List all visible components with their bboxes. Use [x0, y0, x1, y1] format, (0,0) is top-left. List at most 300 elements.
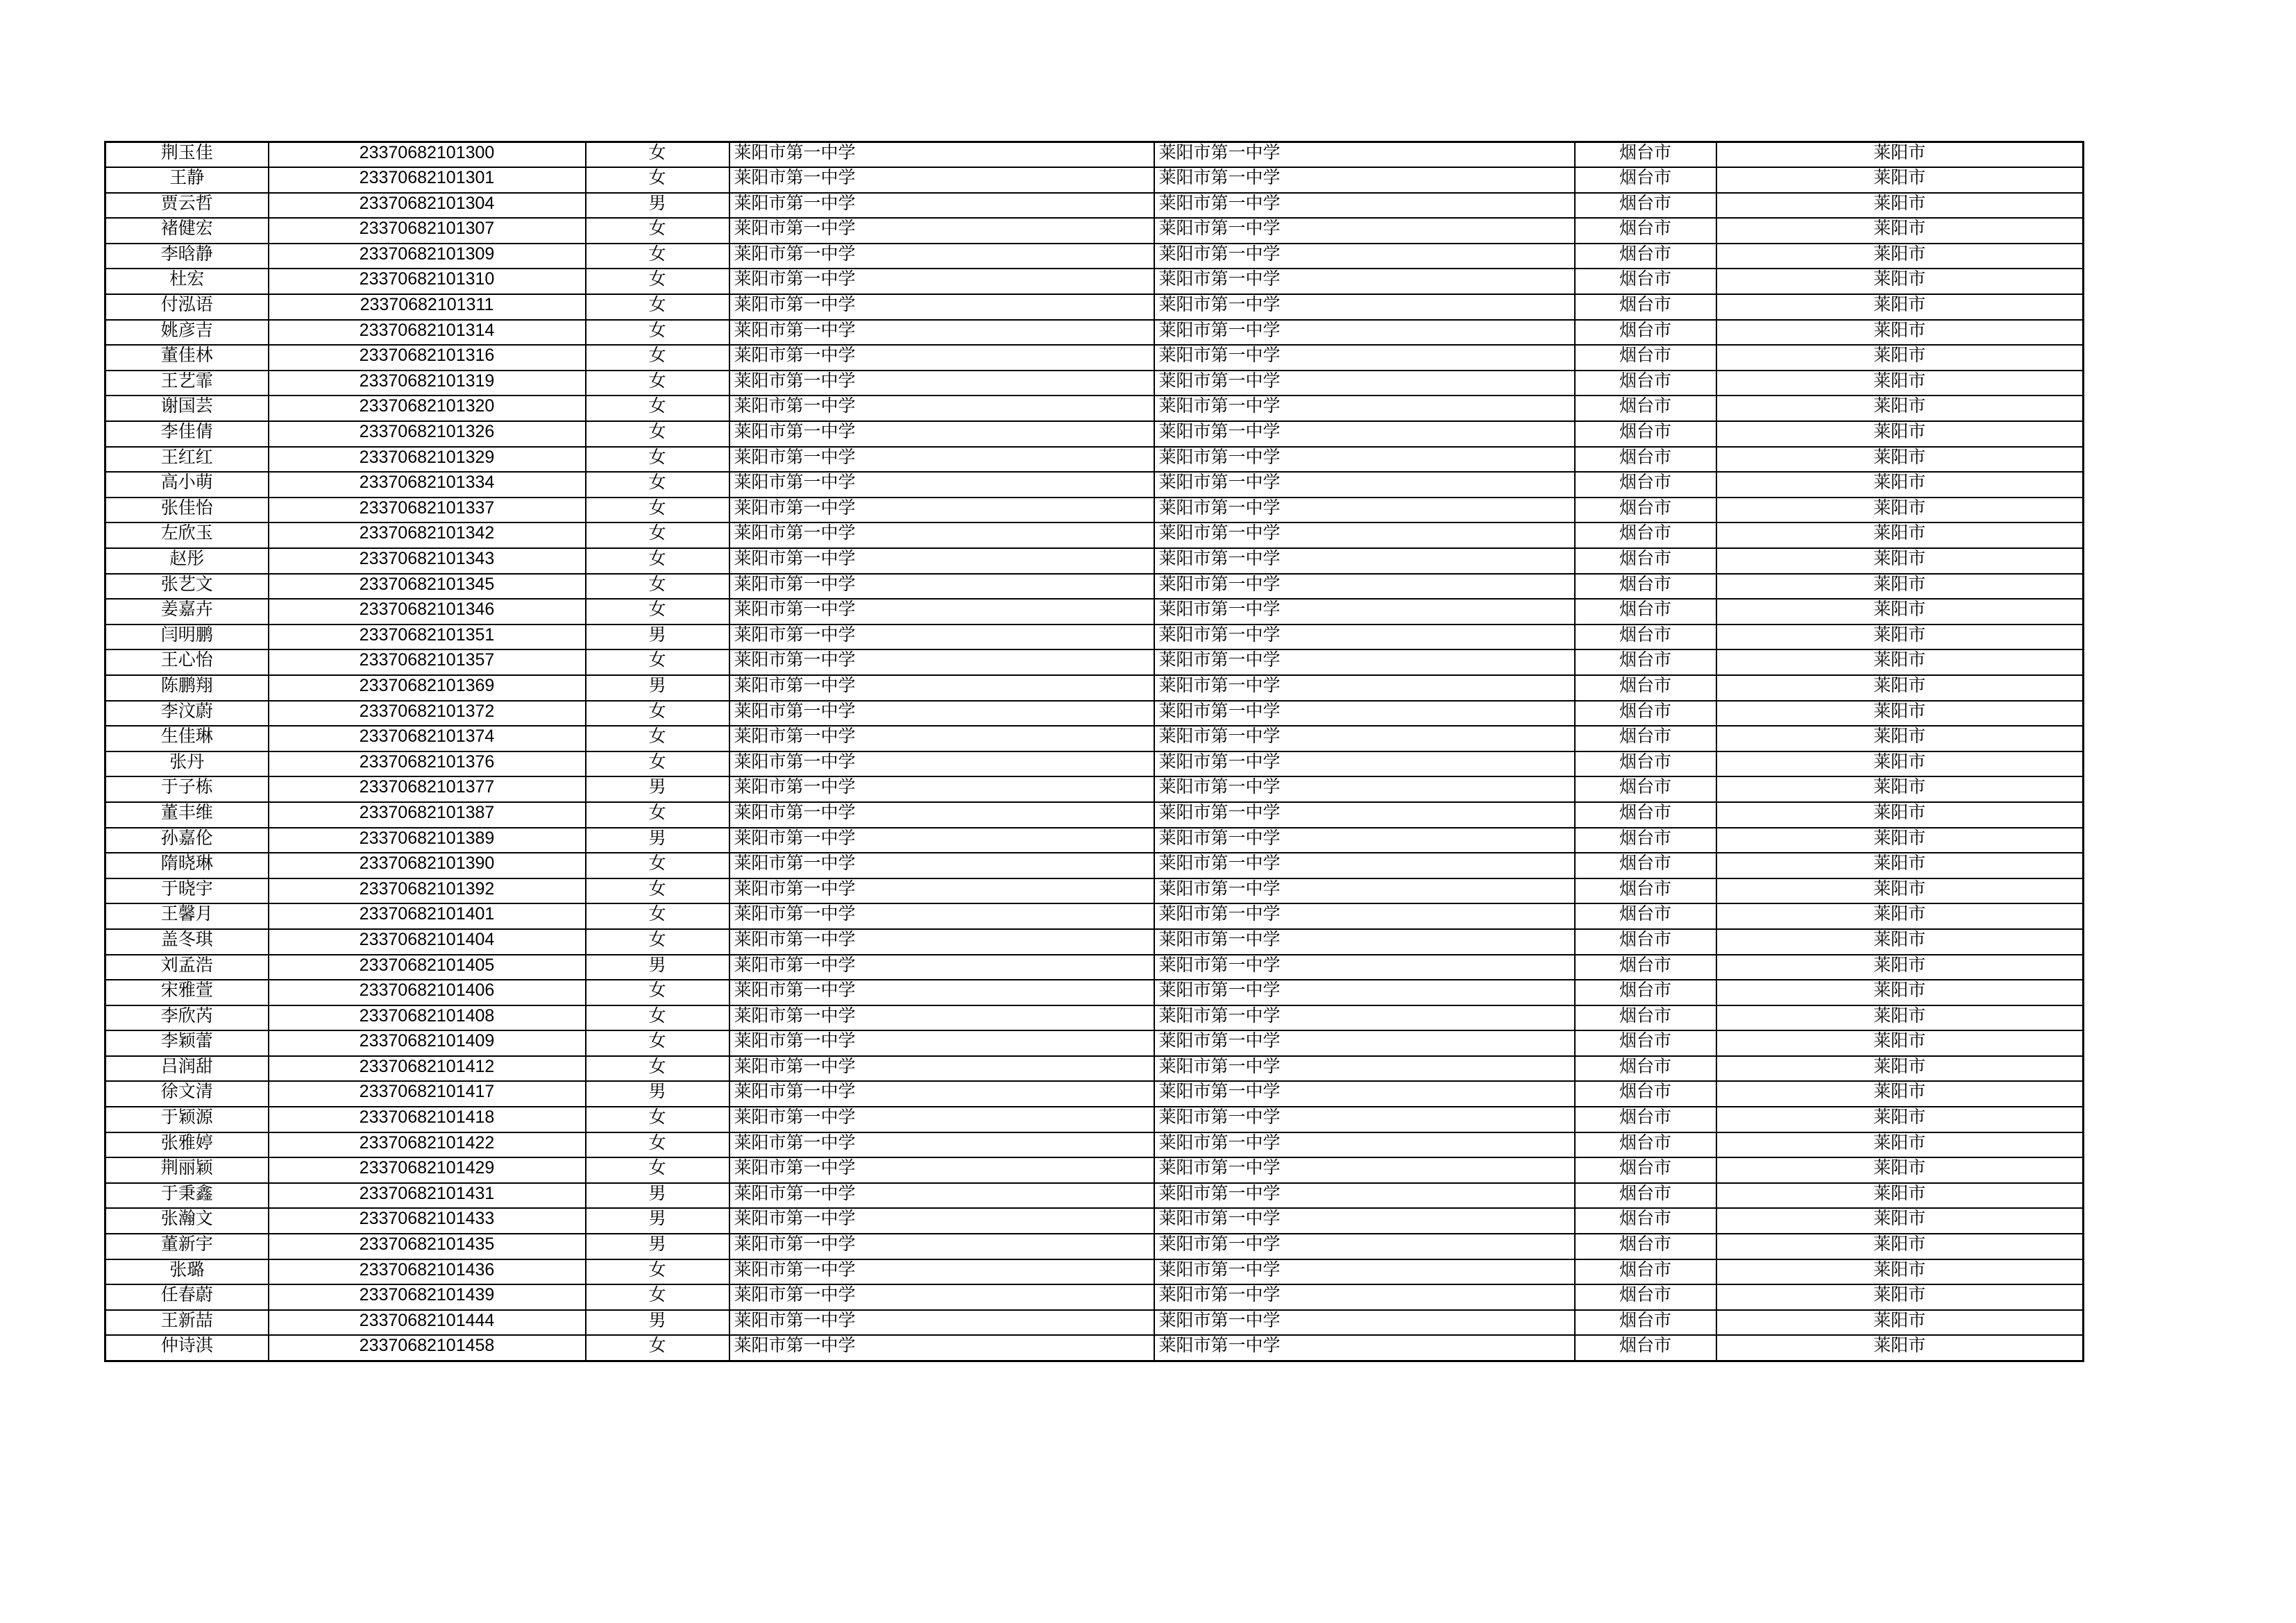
city-cell: 烟台市	[1575, 701, 1716, 726]
table-row	[105, 1234, 2084, 1259]
gender-cell: 男	[586, 1234, 729, 1259]
exam-id-cell: 23370682101387	[269, 802, 586, 828]
student-name-cell: 姚彦吉	[105, 320, 269, 346]
registered-school-cell: 莱阳市第一中学	[1154, 421, 1575, 447]
school-cell: 莱阳市第一中学	[729, 269, 1154, 294]
exam-id-cell: 23370682101418	[269, 1107, 586, 1132]
county-cell: 莱阳市	[1716, 1183, 2084, 1209]
registered-school-cell: 莱阳市第一中学	[1154, 447, 1575, 473]
exam-id-cell: 23370682101343	[269, 548, 586, 574]
county-cell: 莱阳市	[1716, 624, 2084, 650]
county-cell: 莱阳市	[1716, 776, 2084, 802]
city-cell: 烟台市	[1575, 776, 1716, 802]
gender-cell: 女	[586, 649, 729, 675]
city-cell: 烟台市	[1575, 1183, 1716, 1209]
gender-cell: 女	[586, 1005, 729, 1031]
gender-cell: 男	[586, 776, 729, 802]
gender-cell: 女	[586, 269, 729, 294]
student-name-cell: 于子栋	[105, 776, 269, 802]
student-name-cell: 李欣芮	[105, 1005, 269, 1031]
student-name-cell: 孙嘉伦	[105, 828, 269, 853]
city-cell: 烟台市	[1575, 142, 1716, 168]
exam-id-cell: 23370682101433	[269, 1208, 586, 1234]
exam-id-cell: 23370682101389	[269, 828, 586, 853]
school-cell: 莱阳市第一中学	[729, 802, 1154, 828]
exam-id-cell: 23370682101346	[269, 599, 586, 624]
gender-cell: 女	[586, 396, 729, 421]
city-cell: 烟台市	[1575, 396, 1716, 421]
registered-school-cell: 莱阳市第一中学	[1154, 701, 1575, 726]
city-cell: 烟台市	[1575, 421, 1716, 447]
table-row	[105, 701, 2084, 726]
county-cell: 莱阳市	[1716, 193, 2084, 219]
school-cell: 莱阳市第一中学	[729, 396, 1154, 421]
school-cell: 莱阳市第一中学	[729, 776, 1154, 802]
gender-cell: 女	[586, 1056, 729, 1082]
school-cell: 莱阳市第一中学	[729, 320, 1154, 346]
county-cell: 莱阳市	[1716, 218, 2084, 244]
gender-cell: 女	[586, 929, 729, 955]
registered-school-cell: 莱阳市第一中学	[1154, 193, 1575, 219]
county-cell: 莱阳市	[1716, 522, 2084, 548]
table-row	[105, 1056, 2084, 1082]
gender-cell: 女	[586, 548, 729, 574]
exam-id-cell: 23370682101326	[269, 421, 586, 447]
table-row	[105, 776, 2084, 802]
exam-id-cell: 23370682101374	[269, 726, 586, 751]
gender-cell: 女	[586, 980, 729, 1005]
school-cell: 莱阳市第一中学	[729, 955, 1154, 980]
school-cell: 莱阳市第一中学	[729, 701, 1154, 726]
table-row	[105, 929, 2084, 955]
exam-id-cell: 23370682101458	[269, 1335, 586, 1361]
school-cell: 莱阳市第一中学	[729, 1056, 1154, 1082]
table-row	[105, 980, 2084, 1005]
county-cell: 莱阳市	[1716, 1132, 2084, 1158]
exam-id-cell: 23370682101334	[269, 472, 586, 498]
school-cell: 莱阳市第一中学	[729, 1234, 1154, 1259]
table-row	[105, 1132, 2084, 1158]
county-cell: 莱阳市	[1716, 599, 2084, 624]
county-cell: 莱阳市	[1716, 675, 2084, 701]
city-cell: 烟台市	[1575, 1081, 1716, 1107]
city-cell: 烟台市	[1575, 574, 1716, 600]
student-name-cell: 董丰维	[105, 802, 269, 828]
registered-school-cell: 莱阳市第一中学	[1154, 1081, 1575, 1107]
school-cell: 莱阳市第一中学	[729, 980, 1154, 1005]
registered-school-cell: 莱阳市第一中学	[1154, 574, 1575, 600]
school-cell: 莱阳市第一中学	[729, 1132, 1154, 1158]
gender-cell: 女	[586, 751, 729, 777]
school-cell: 莱阳市第一中学	[729, 244, 1154, 269]
table-row	[105, 1005, 2084, 1031]
gender-cell: 女	[586, 345, 729, 371]
school-cell: 莱阳市第一中学	[729, 649, 1154, 675]
school-cell: 莱阳市第一中学	[729, 1208, 1154, 1234]
county-cell: 莱阳市	[1716, 269, 2084, 294]
exam-id-cell: 23370682101422	[269, 1132, 586, 1158]
table-row	[105, 726, 2084, 751]
gender-cell: 女	[586, 1259, 729, 1285]
table-row	[105, 955, 2084, 980]
student-name-cell: 隋晓琳	[105, 853, 269, 878]
table-row	[105, 193, 2084, 219]
exam-id-cell: 23370682101329	[269, 447, 586, 473]
city-cell: 烟台市	[1575, 1259, 1716, 1285]
exam-id-cell: 23370682101301	[269, 167, 586, 193]
registered-school-cell: 莱阳市第一中学	[1154, 269, 1575, 294]
school-cell: 莱阳市第一中学	[729, 1005, 1154, 1031]
city-cell: 烟台市	[1575, 955, 1716, 980]
student-name-cell: 宋雅萱	[105, 980, 269, 1005]
gender-cell: 女	[586, 903, 729, 929]
exam-id-cell: 23370682101320	[269, 396, 586, 421]
county-cell: 莱阳市	[1716, 447, 2084, 473]
table-row	[105, 447, 2084, 473]
county-cell: 莱阳市	[1716, 472, 2084, 498]
school-cell: 莱阳市第一中学	[729, 878, 1154, 904]
exam-id-cell: 23370682101314	[269, 320, 586, 346]
exam-id-cell: 23370682101369	[269, 675, 586, 701]
city-cell: 烟台市	[1575, 980, 1716, 1005]
student-name-cell: 张丹	[105, 751, 269, 777]
city-cell: 烟台市	[1575, 1234, 1716, 1259]
gender-cell: 女	[586, 294, 729, 320]
county-cell: 莱阳市	[1716, 1259, 2084, 1285]
city-cell: 烟台市	[1575, 1005, 1716, 1031]
exam-id-cell: 23370682101435	[269, 1234, 586, 1259]
gender-cell: 男	[586, 955, 729, 980]
registered-school-cell: 莱阳市第一中学	[1154, 1234, 1575, 1259]
student-name-cell: 王艺霏	[105, 371, 269, 396]
city-cell: 烟台市	[1575, 929, 1716, 955]
county-cell: 莱阳市	[1716, 548, 2084, 574]
county-cell: 莱阳市	[1716, 955, 2084, 980]
exam-id-cell: 23370682101409	[269, 1030, 586, 1056]
gender-cell: 女	[586, 498, 729, 523]
table-row	[105, 498, 2084, 523]
gender-cell: 女	[586, 802, 729, 828]
registered-school-cell: 莱阳市第一中学	[1154, 1157, 1575, 1183]
registered-school-cell: 莱阳市第一中学	[1154, 853, 1575, 878]
county-cell: 莱阳市	[1716, 980, 2084, 1005]
exam-id-cell: 23370682101300	[269, 142, 586, 168]
city-cell: 烟台市	[1575, 498, 1716, 523]
registered-school-cell: 莱阳市第一中学	[1154, 929, 1575, 955]
gender-cell: 男	[586, 193, 729, 219]
student-name-cell: 李颖蕾	[105, 1030, 269, 1056]
student-name-cell: 张雅婷	[105, 1132, 269, 1158]
exam-id-cell: 23370682101405	[269, 955, 586, 980]
county-cell: 莱阳市	[1716, 1157, 2084, 1183]
city-cell: 烟台市	[1575, 1284, 1716, 1310]
table-row	[105, 522, 2084, 548]
exam-id-cell: 23370682101377	[269, 776, 586, 802]
exam-id-cell: 23370682101401	[269, 903, 586, 929]
city-cell: 烟台市	[1575, 802, 1716, 828]
gender-cell: 男	[586, 1183, 729, 1209]
student-name-cell: 付泓语	[105, 294, 269, 320]
student-name-cell: 姜嘉卉	[105, 599, 269, 624]
table-row	[105, 1310, 2084, 1336]
school-cell: 莱阳市第一中学	[729, 903, 1154, 929]
registered-school-cell: 莱阳市第一中学	[1154, 1107, 1575, 1132]
registered-school-cell: 莱阳市第一中学	[1154, 980, 1575, 1005]
registered-school-cell: 莱阳市第一中学	[1154, 1005, 1575, 1031]
exam-id-cell: 23370682101337	[269, 498, 586, 523]
city-cell: 烟台市	[1575, 649, 1716, 675]
gender-cell: 女	[586, 1335, 729, 1361]
county-cell: 莱阳市	[1716, 1005, 2084, 1031]
student-name-cell: 高小萌	[105, 472, 269, 498]
school-cell: 莱阳市第一中学	[729, 142, 1154, 168]
county-cell: 莱阳市	[1716, 726, 2084, 751]
student-name-cell: 于颖源	[105, 1107, 269, 1132]
city-cell: 烟台市	[1575, 1208, 1716, 1234]
registered-school-cell: 莱阳市第一中学	[1154, 624, 1575, 650]
student-name-cell: 于晓宇	[105, 878, 269, 904]
city-cell: 烟台市	[1575, 828, 1716, 853]
table-row	[105, 167, 2084, 193]
table-row	[105, 828, 2084, 853]
city-cell: 烟台市	[1575, 1056, 1716, 1082]
registered-school-cell: 莱阳市第一中学	[1154, 1183, 1575, 1209]
student-name-cell: 李汶蔚	[105, 701, 269, 726]
registered-school-cell: 莱阳市第一中学	[1154, 218, 1575, 244]
city-cell: 烟台市	[1575, 193, 1716, 219]
exam-id-cell: 23370682101311	[269, 294, 586, 320]
school-cell: 莱阳市第一中学	[729, 167, 1154, 193]
table-row	[105, 1284, 2084, 1310]
gender-cell: 女	[586, 1157, 729, 1183]
county-cell: 莱阳市	[1716, 371, 2084, 396]
county-cell: 莱阳市	[1716, 1081, 2084, 1107]
county-cell: 莱阳市	[1716, 345, 2084, 371]
registered-school-cell: 莱阳市第一中学	[1154, 522, 1575, 548]
student-name-cell: 王馨月	[105, 903, 269, 929]
exam-id-cell: 23370682101417	[269, 1081, 586, 1107]
registered-school-cell: 莱阳市第一中学	[1154, 1132, 1575, 1158]
school-cell: 莱阳市第一中学	[729, 1310, 1154, 1336]
county-cell: 莱阳市	[1716, 1335, 2084, 1361]
table-row	[105, 142, 2084, 168]
registered-school-cell: 莱阳市第一中学	[1154, 776, 1575, 802]
student-name-cell: 董佳林	[105, 345, 269, 371]
exam-id-cell: 23370682101390	[269, 853, 586, 878]
county-cell: 莱阳市	[1716, 929, 2084, 955]
city-cell: 烟台市	[1575, 903, 1716, 929]
school-cell: 莱阳市第一中学	[729, 1284, 1154, 1310]
student-name-cell: 刘孟浩	[105, 955, 269, 980]
city-cell: 烟台市	[1575, 878, 1716, 904]
school-cell: 莱阳市第一中学	[729, 574, 1154, 600]
table-row	[105, 624, 2084, 650]
gender-cell: 男	[586, 624, 729, 650]
registered-school-cell: 莱阳市第一中学	[1154, 548, 1575, 574]
table-row	[105, 548, 2084, 574]
gender-cell: 男	[586, 1081, 729, 1107]
student-name-cell: 闫明鹏	[105, 624, 269, 650]
table-row	[105, 1259, 2084, 1285]
exam-id-cell: 23370682101439	[269, 1284, 586, 1310]
school-cell: 莱阳市第一中学	[729, 675, 1154, 701]
table-row	[105, 853, 2084, 878]
school-cell: 莱阳市第一中学	[729, 522, 1154, 548]
roster-body	[105, 142, 2084, 1361]
gender-cell: 女	[586, 726, 729, 751]
student-name-cell: 生佳琳	[105, 726, 269, 751]
table-row	[105, 675, 2084, 701]
table-row	[105, 751, 2084, 777]
registered-school-cell: 莱阳市第一中学	[1154, 320, 1575, 346]
student-name-cell: 李佳倩	[105, 421, 269, 447]
city-cell: 烟台市	[1575, 218, 1716, 244]
table-row	[105, 472, 2084, 498]
exam-id-cell: 23370682101342	[269, 522, 586, 548]
table-row	[105, 269, 2084, 294]
table-row	[105, 294, 2084, 320]
exam-id-cell: 23370682101304	[269, 193, 586, 219]
table-row	[105, 421, 2084, 447]
registered-school-cell: 莱阳市第一中学	[1154, 649, 1575, 675]
table-row	[105, 1208, 2084, 1234]
city-cell: 烟台市	[1575, 1335, 1716, 1361]
registered-school-cell: 莱阳市第一中学	[1154, 498, 1575, 523]
gender-cell: 女	[586, 701, 729, 726]
exam-id-cell: 23370682101376	[269, 751, 586, 777]
county-cell: 莱阳市	[1716, 1056, 2084, 1082]
gender-cell: 女	[586, 1132, 729, 1158]
table-row	[105, 1157, 2084, 1183]
registered-school-cell: 莱阳市第一中学	[1154, 1259, 1575, 1285]
student-name-cell: 荆玉佳	[105, 142, 269, 168]
exam-id-cell: 23370682101431	[269, 1183, 586, 1209]
registered-school-cell: 莱阳市第一中学	[1154, 955, 1575, 980]
exam-id-cell: 23370682101309	[269, 244, 586, 269]
exam-id-cell: 23370682101429	[269, 1157, 586, 1183]
exam-id-cell: 23370682101436	[269, 1259, 586, 1285]
city-cell: 烟台市	[1575, 167, 1716, 193]
city-cell: 烟台市	[1575, 599, 1716, 624]
gender-cell: 女	[586, 421, 729, 447]
exam-id-cell: 23370682101351	[269, 624, 586, 650]
table-row	[105, 599, 2084, 624]
table-row	[105, 244, 2084, 269]
county-cell: 莱阳市	[1716, 396, 2084, 421]
school-cell: 莱阳市第一中学	[729, 1157, 1154, 1183]
gender-cell: 女	[586, 371, 729, 396]
city-cell: 烟台市	[1575, 1157, 1716, 1183]
city-cell: 烟台市	[1575, 522, 1716, 548]
city-cell: 烟台市	[1575, 1310, 1716, 1336]
registered-school-cell: 莱阳市第一中学	[1154, 726, 1575, 751]
city-cell: 烟台市	[1575, 1030, 1716, 1056]
city-cell: 烟台市	[1575, 853, 1716, 878]
student-name-cell: 杜宏	[105, 269, 269, 294]
registered-school-cell: 莱阳市第一中学	[1154, 1208, 1575, 1234]
city-cell: 烟台市	[1575, 269, 1716, 294]
school-cell: 莱阳市第一中学	[729, 1107, 1154, 1132]
exam-id-cell: 23370682101412	[269, 1056, 586, 1082]
school-cell: 莱阳市第一中学	[729, 1081, 1154, 1107]
city-cell: 烟台市	[1575, 1132, 1716, 1158]
county-cell: 莱阳市	[1716, 828, 2084, 853]
school-cell: 莱阳市第一中学	[729, 726, 1154, 751]
student-name-cell: 荆丽颖	[105, 1157, 269, 1183]
exam-id-cell: 23370682101372	[269, 701, 586, 726]
table-row	[105, 218, 2084, 244]
registered-school-cell: 莱阳市第一中学	[1154, 1284, 1575, 1310]
city-cell: 烟台市	[1575, 294, 1716, 320]
registered-school-cell: 莱阳市第一中学	[1154, 1030, 1575, 1056]
registered-school-cell: 莱阳市第一中学	[1154, 802, 1575, 828]
gender-cell: 女	[586, 472, 729, 498]
county-cell: 莱阳市	[1716, 751, 2084, 777]
table-row	[105, 320, 2084, 346]
registered-school-cell: 莱阳市第一中学	[1154, 142, 1575, 168]
student-roster-table	[104, 141, 2084, 1362]
table-row	[105, 396, 2084, 421]
city-cell: 烟台市	[1575, 371, 1716, 396]
gender-cell: 女	[586, 574, 729, 600]
school-cell: 莱阳市第一中学	[729, 421, 1154, 447]
registered-school-cell: 莱阳市第一中学	[1154, 751, 1575, 777]
county-cell: 莱阳市	[1716, 244, 2084, 269]
gender-cell: 女	[586, 878, 729, 904]
registered-school-cell: 莱阳市第一中学	[1154, 599, 1575, 624]
table-row	[105, 903, 2084, 929]
gender-cell: 女	[586, 1284, 729, 1310]
table-row	[105, 1030, 2084, 1056]
student-name-cell: 褚健宏	[105, 218, 269, 244]
student-name-cell: 王心怡	[105, 649, 269, 675]
student-name-cell: 吕润甜	[105, 1056, 269, 1082]
county-cell: 莱阳市	[1716, 1284, 2084, 1310]
school-cell: 莱阳市第一中学	[729, 218, 1154, 244]
school-cell: 莱阳市第一中学	[729, 193, 1154, 219]
city-cell: 烟台市	[1575, 345, 1716, 371]
city-cell: 烟台市	[1575, 675, 1716, 701]
exam-id-cell: 23370682101316	[269, 345, 586, 371]
registered-school-cell: 莱阳市第一中学	[1154, 167, 1575, 193]
county-cell: 莱阳市	[1716, 574, 2084, 600]
school-cell: 莱阳市第一中学	[729, 294, 1154, 320]
county-cell: 莱阳市	[1716, 853, 2084, 878]
student-name-cell: 谢国芸	[105, 396, 269, 421]
gender-cell: 女	[586, 853, 729, 878]
registered-school-cell: 莱阳市第一中学	[1154, 878, 1575, 904]
student-name-cell: 盖冬琪	[105, 929, 269, 955]
exam-id-cell: 23370682101444	[269, 1310, 586, 1336]
county-cell: 莱阳市	[1716, 802, 2084, 828]
registered-school-cell: 莱阳市第一中学	[1154, 1335, 1575, 1361]
exam-id-cell: 23370682101345	[269, 574, 586, 600]
table-row	[105, 649, 2084, 675]
registered-school-cell: 莱阳市第一中学	[1154, 675, 1575, 701]
gender-cell: 女	[586, 320, 729, 346]
city-cell: 烟台市	[1575, 320, 1716, 346]
school-cell: 莱阳市第一中学	[729, 599, 1154, 624]
city-cell: 烟台市	[1575, 624, 1716, 650]
county-cell: 莱阳市	[1716, 701, 2084, 726]
county-cell: 莱阳市	[1716, 167, 2084, 193]
table-row	[105, 1081, 2084, 1107]
table-row	[105, 574, 2084, 600]
registered-school-cell: 莱阳市第一中学	[1154, 472, 1575, 498]
exam-id-cell: 23370682101406	[269, 980, 586, 1005]
exam-id-cell: 23370682101357	[269, 649, 586, 675]
gender-cell: 男	[586, 1310, 729, 1336]
